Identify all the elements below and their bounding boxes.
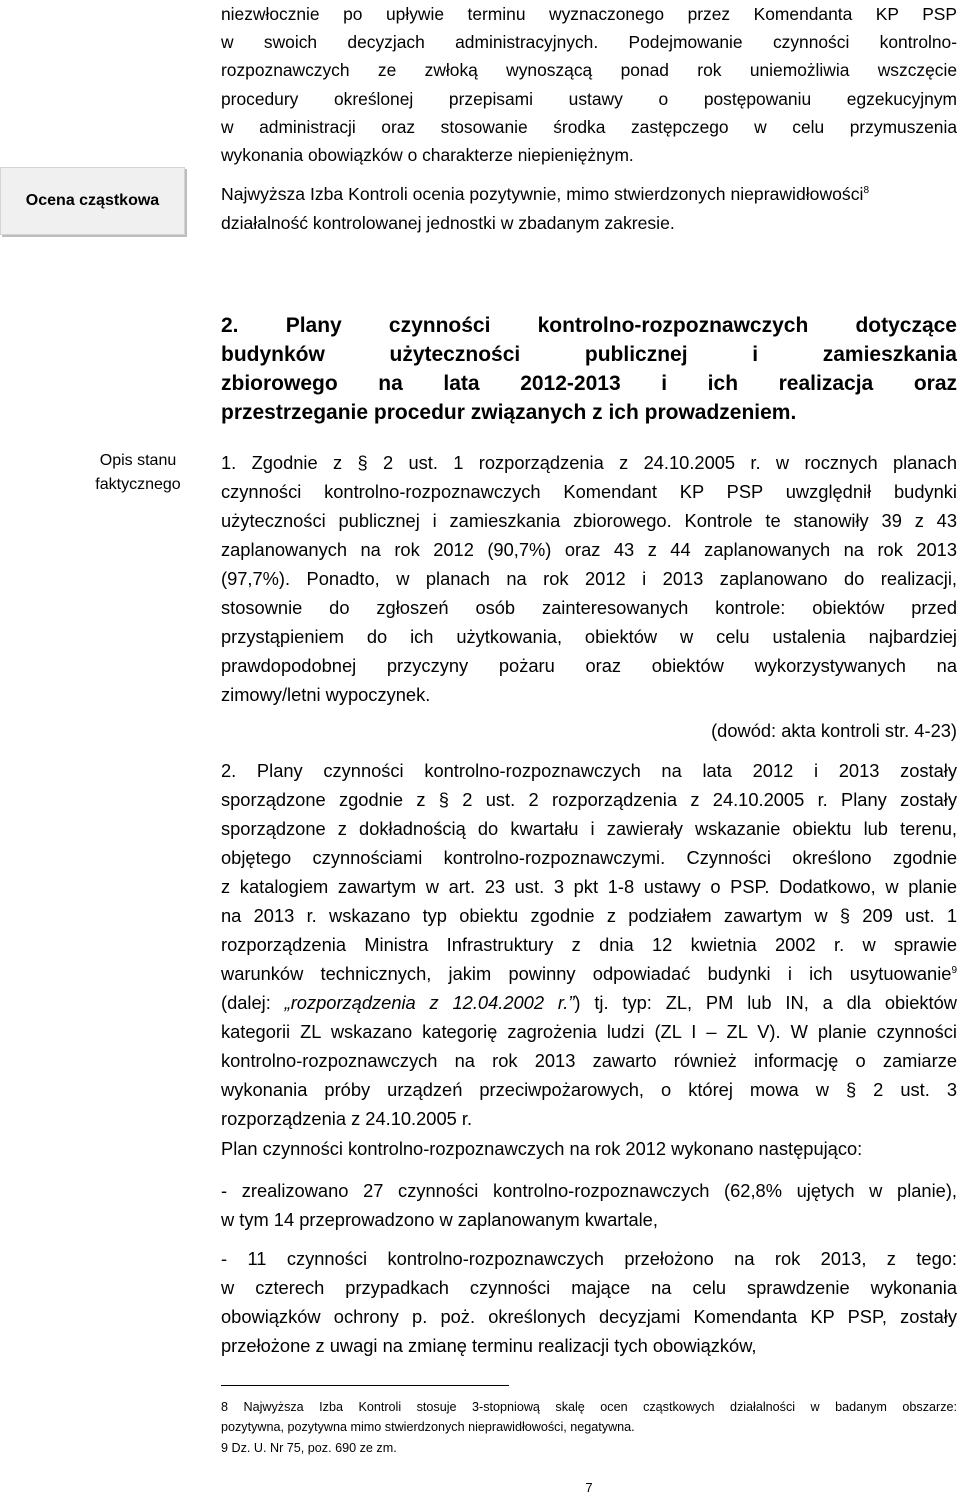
text-line: wykonania próby urządzeń przeciwpożarowych, o której mowa w § 2 ust. 3 — [221, 1079, 957, 1100]
paragraph-2 — [221, 756, 957, 1133]
text-span: ) tj. typ: ZL, PM lub IN, a dla obiektów — [574, 992, 957, 1013]
opis-side-label — [68, 449, 208, 497]
text-line: obowiązków ochrony p. poż. określonych decyzjami Komendanta KP PSP, zostały — [221, 1306, 957, 1327]
text-line: zaplanowanych na rok 2012 (90,7%) oraz 43 z 44 zaplanowanych na rok 2013 — [221, 539, 957, 560]
heading-line: przestrzeganie procedur związanych z ich prowadzeniem. — [221, 401, 797, 424]
text-line: niezwłocznie po upływie terminu wyznaczonego przez Komendanta KP PSP — [221, 4, 957, 24]
opis-line-2: faktycznego — [95, 476, 181, 493]
text-line: 1. Zgodnie z § 2 ust. 1 rozporządzenia z 24.10.2005 r. w rocznych planach — [221, 452, 957, 473]
intro-paragraph — [221, 0, 957, 169]
footnote-text: Dz. U. Nr 75, poz. 690 ze zm. — [231, 1441, 397, 1455]
text-line: rozporządzenia Ministra Infrastruktury z dnia 12 kwietnia 2002 r. w sprawie — [221, 934, 957, 955]
paragraph-1 — [221, 448, 957, 709]
footnote-ref-8: 8 — [863, 185, 870, 196]
paragraph-5 — [221, 1244, 957, 1360]
text-line: rozporządzenia z 24.10.2005 r. — [221, 1108, 473, 1129]
text-line: działalność kontrolowanej jednostki w zbadanym zakresie. — [221, 213, 675, 233]
footnote-ref-9: 9 — [951, 965, 957, 976]
text-line: w administracji oraz stosowanie środka zastępczego w celu przymuszenia — [221, 116, 957, 137]
paragraph-3: Plan czynności kontrolno-rozpoznawczych na rok 2012 wykonano następująco: — [221, 1138, 863, 1159]
footnote-line: pozytywna, pozytywna mimo stwierdzonych nieprawidłowości, negatywna. — [221, 1420, 635, 1434]
ocena-label-box — [0, 167, 185, 235]
text-line: rozpoznawczych ze zwłoką wynoszącą ponad rok uniemożliwia wszczęcie — [221, 60, 957, 81]
text-line: w swoich decyzjach administracyjnych. Podejmowanie czynności kontrolno- — [221, 32, 957, 53]
text-line — [221, 988, 957, 1017]
footnote-9 — [221, 1438, 957, 1458]
text-line: wykonania obowiązków o charakterze niepieniężnym. — [221, 145, 634, 166]
text-line: stosownie do zgłoszeń osób zainteresowanych kontrole: obiektów przed — [221, 597, 957, 618]
text-line: sporządzone z dokładnością do kwartału i zawierały wskazanie obiektu lub terenu, — [221, 818, 957, 839]
text-line: 2. Plany czynności kontrolno-rozpoznawczych na lata 2012 i 2013 zostały — [221, 760, 957, 781]
text-line: (97,7%). Ponadto, w planach na rok 2012 i 2013 zaplanowano do realizacji, — [221, 568, 957, 589]
text-line: z katalogiem zawartym w art. 23 ust. 3 pkt 1-8 ustawy o PSP. Dodatkowo, w planie — [221, 876, 957, 897]
text-line — [221, 959, 957, 988]
page-number: 7 — [585, 1480, 593, 1495]
text-span: (dalej: — [221, 992, 285, 1013]
text-line: objętego czynnościami kontrolno-rozpoznawczymi. Czynności określono zgodnie — [221, 847, 957, 868]
text-line: przełożone z uwagi na zmianę terminu realizacji tych obowiązków, — [221, 1335, 757, 1356]
paragraph-4 — [221, 1176, 957, 1234]
text-line: kategorii ZL wskazano kategorię zagrożenia ludzi (ZL I – ZL V). W planie czynności — [221, 1021, 957, 1042]
heading-line: budynków użyteczności publicznej i zamieszkania — [221, 343, 957, 366]
text-line: - zrealizowano 27 czynności kontrolno-rozpoznawczych (62,8% ujętych w planie), — [221, 1180, 957, 1201]
text-line: w czterech przypadkach czynności mające na celu sprawdzenie wykonania — [221, 1277, 957, 1298]
text-span: warunków technicznych, jakim powinny odpowiadać budynki i ich usytuowanie — [221, 963, 952, 984]
text-line — [221, 180, 957, 209]
footnote-8 — [221, 1397, 957, 1437]
heading-line: zbiorowego na lata 2012-2013 i ich realizacja oraz — [221, 372, 957, 395]
text-line: w tym 14 przeprowadzono w zaplanowanym kwartale, — [221, 1209, 658, 1230]
footnote-separator — [221, 1385, 509, 1386]
ocena-text-1: Najwyższa Izba Kontroli ocenia pozytywnie, mimo stwierdzonych nieprawidłowości — [221, 184, 864, 204]
text-line: zimowy/letni wypoczynek. — [221, 684, 431, 705]
footnote-line — [221, 1397, 957, 1417]
text-line: - 11 czynności kontrolno-rozpoznawczych przełożono na rok 2013, z tego: — [221, 1248, 957, 1269]
italic-citation: „rozporządzenia z 12.04.2002 r.” — [284, 992, 575, 1013]
text-line: czynności kontrolno-rozpoznawczych Komendant KP PSP uwzględnił budynki — [221, 481, 957, 502]
text-line: przystąpieniem do ich użytkowania, obiektów w celu ustalenia najbardziej — [221, 626, 957, 647]
evidence-reference: (dowód: akta kontroli str. 4-23) — [711, 720, 957, 741]
text-line: prawdopodobnej przyczyny pożaru oraz obiektów wykorzystywanych na — [221, 655, 957, 676]
ocena-paragraph — [221, 180, 957, 238]
section-heading — [221, 311, 957, 427]
footnote-text: Najwyższa Izba Kontroli stosuje 3-stopniową skalę ocen cząstkowych działalności w badanym obszarze: — [243, 1400, 957, 1414]
text-line: użyteczności publicznej i zamieszkania zbiorowego. Kontrole te stanowiły 39 z 43 — [221, 510, 957, 531]
footnote-number: 8 — [221, 1400, 229, 1414]
footnote-number: 9 — [221, 1441, 229, 1455]
ocena-label: Ocena cząstkowa — [25, 192, 160, 209]
text-line: procedury określonej przepisami ustawy o postępowaniu egzekucyjnym — [221, 88, 957, 109]
text-line: na 2013 r. wskazano typ obiektu zgodnie z podziałem zawartym w § 209 ust. 1 — [221, 905, 957, 926]
text-line: sporządzone zgodnie z § 2 ust. 2 rozporządzenia z 24.10.2005 r. Plany zostały — [221, 789, 957, 810]
opis-line-1: Opis stanu — [99, 452, 177, 469]
heading-line: 2. Plany czynności kontrolno-rozpoznawczych dotyczące — [221, 314, 957, 337]
text-line: kontrolno-rozpoznawczych na rok 2013 zawarto również informację o zamiarze — [221, 1050, 957, 1071]
